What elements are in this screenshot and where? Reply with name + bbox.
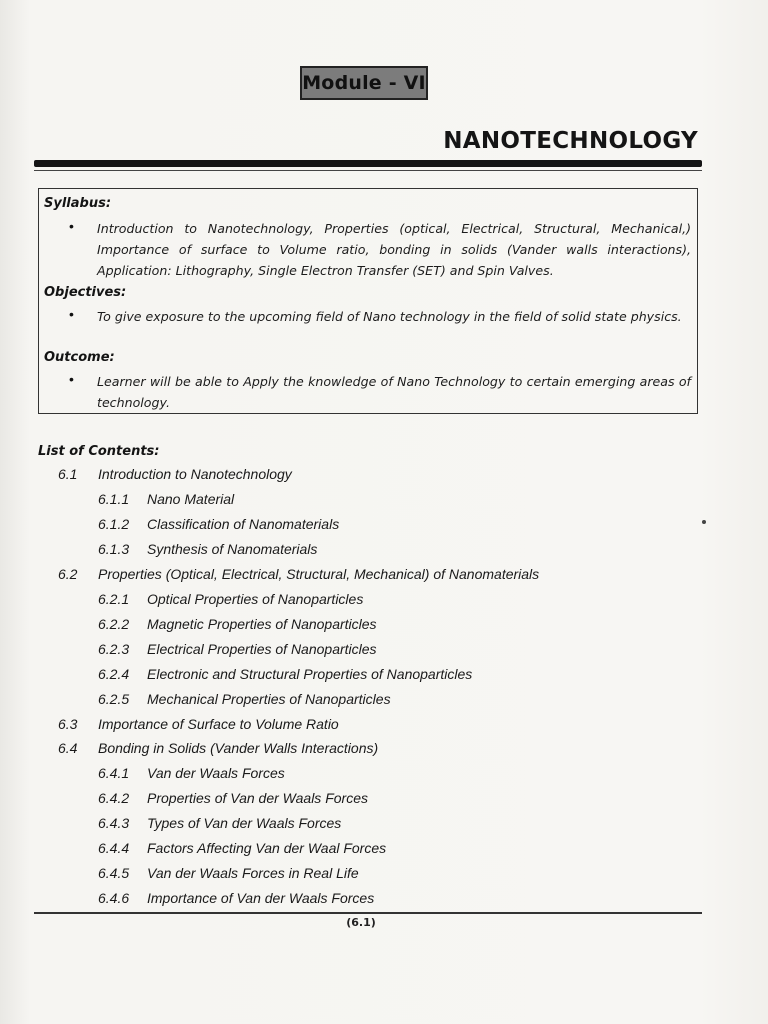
syllabus-heading: Syllabus:	[44, 196, 112, 211]
module-label: Module - VI	[302, 72, 426, 94]
objectives-heading: Objectives:	[44, 285, 127, 300]
toc-item-number: 6.2.2	[98, 616, 130, 632]
toc-item-number: 6.2.5	[98, 691, 130, 707]
toc-item-label: Introduction to Nanotechnology	[98, 466, 292, 482]
title-rule-thick	[34, 160, 702, 167]
toc-item-number: 6.4	[58, 740, 78, 756]
outcome-heading: Outcome:	[44, 350, 115, 365]
objectives-text: To give exposure to the upcoming field of Nano technology in the field of solid state physics.	[97, 309, 682, 324]
footer-rule	[34, 912, 702, 914]
toc-item-number: 6.2.4	[98, 666, 130, 682]
toc-item-label: Van der Waals Forces	[147, 765, 285, 781]
toc-item-number: 6.2.1	[98, 591, 130, 607]
toc-item-number: 6.4.2	[98, 790, 130, 806]
contents-heading: List of Contents:	[38, 444, 160, 459]
toc-item-number: 6.3	[58, 716, 78, 732]
toc-item-number: 6.4.1	[98, 765, 130, 781]
toc-item-label: Importance of Surface to Volume Ratio	[98, 716, 339, 732]
objectives-bullet: •	[69, 306, 74, 322]
toc-item-number: 6.1.3	[98, 541, 130, 557]
toc-item-number: 6.2	[58, 566, 78, 582]
toc-item-label: Classification of Nanomaterials	[147, 516, 340, 532]
toc-item-number: 6.4.4	[98, 840, 130, 856]
toc-item-label: Electrical Properties of Nanoparticles	[147, 641, 377, 657]
syllabus-bullet: •	[69, 218, 74, 234]
toc-item-number: 6.4.5	[98, 865, 130, 881]
toc-item-label: Factors Affecting Van der Waal Forces	[147, 840, 387, 856]
toc-item-label: Synthesis of Nanomaterials	[147, 541, 318, 557]
outcome-bullet: •	[69, 371, 74, 387]
toc-item-label: Types of Van der Waals Forces	[147, 815, 342, 831]
toc-item-label: Bonding in Solids (Vander Walls Interactions)	[98, 740, 379, 756]
toc-item-number: 6.1	[58, 466, 78, 482]
toc-item-label: Properties of Van der Waals Forces	[147, 790, 368, 806]
toc-item-label: Optical Properties of Nanoparticles	[147, 591, 364, 607]
page-number: (6.1)	[346, 916, 376, 929]
toc-item-label: Mechanical Properties of Nanoparticles	[147, 691, 391, 707]
syllabus-text: Introduction to Nanotechnology, Properties (optical, Electrical, Structural, Mechanical,) Importance of surface to Volume ratio, bonding in solids (Vander walls interactions), Application: Lithography, Single Electron Transfer (SET) and Spin Valves.	[97, 221, 691, 278]
toc-item-label: Van der Waals Forces in Real Life	[147, 865, 359, 881]
toc-item-number: 6.4.6	[98, 890, 130, 906]
outcome-text: Learner will be able to Apply the knowledge of Nano Technology to certain emerging areas of technology.	[97, 374, 691, 410]
toc-item-number: 6.4.3	[98, 815, 130, 831]
toc-item-number: 6.1.1	[98, 491, 130, 507]
toc-item-label: Properties (Optical, Electrical, Structural, Mechanical) of Nanomaterials	[98, 566, 540, 582]
toc-item-label: Magnetic Properties of Nanoparticles	[147, 616, 377, 632]
toc-item-label: Importance of Van der Waals Forces	[147, 890, 375, 906]
chapter-title: NANOTECHNOLOGY	[443, 128, 698, 154]
title-rule-thin	[34, 170, 702, 171]
module-label-box	[300, 66, 428, 100]
toc-item-label: Electronic and Structural Properties of Nanoparticles	[147, 666, 473, 682]
toc-item-number: 6.2.3	[98, 641, 130, 657]
scan-speck	[702, 520, 706, 524]
toc-item-number: 6.1.2	[98, 516, 130, 532]
toc-item-label: Nano Material	[147, 491, 235, 507]
